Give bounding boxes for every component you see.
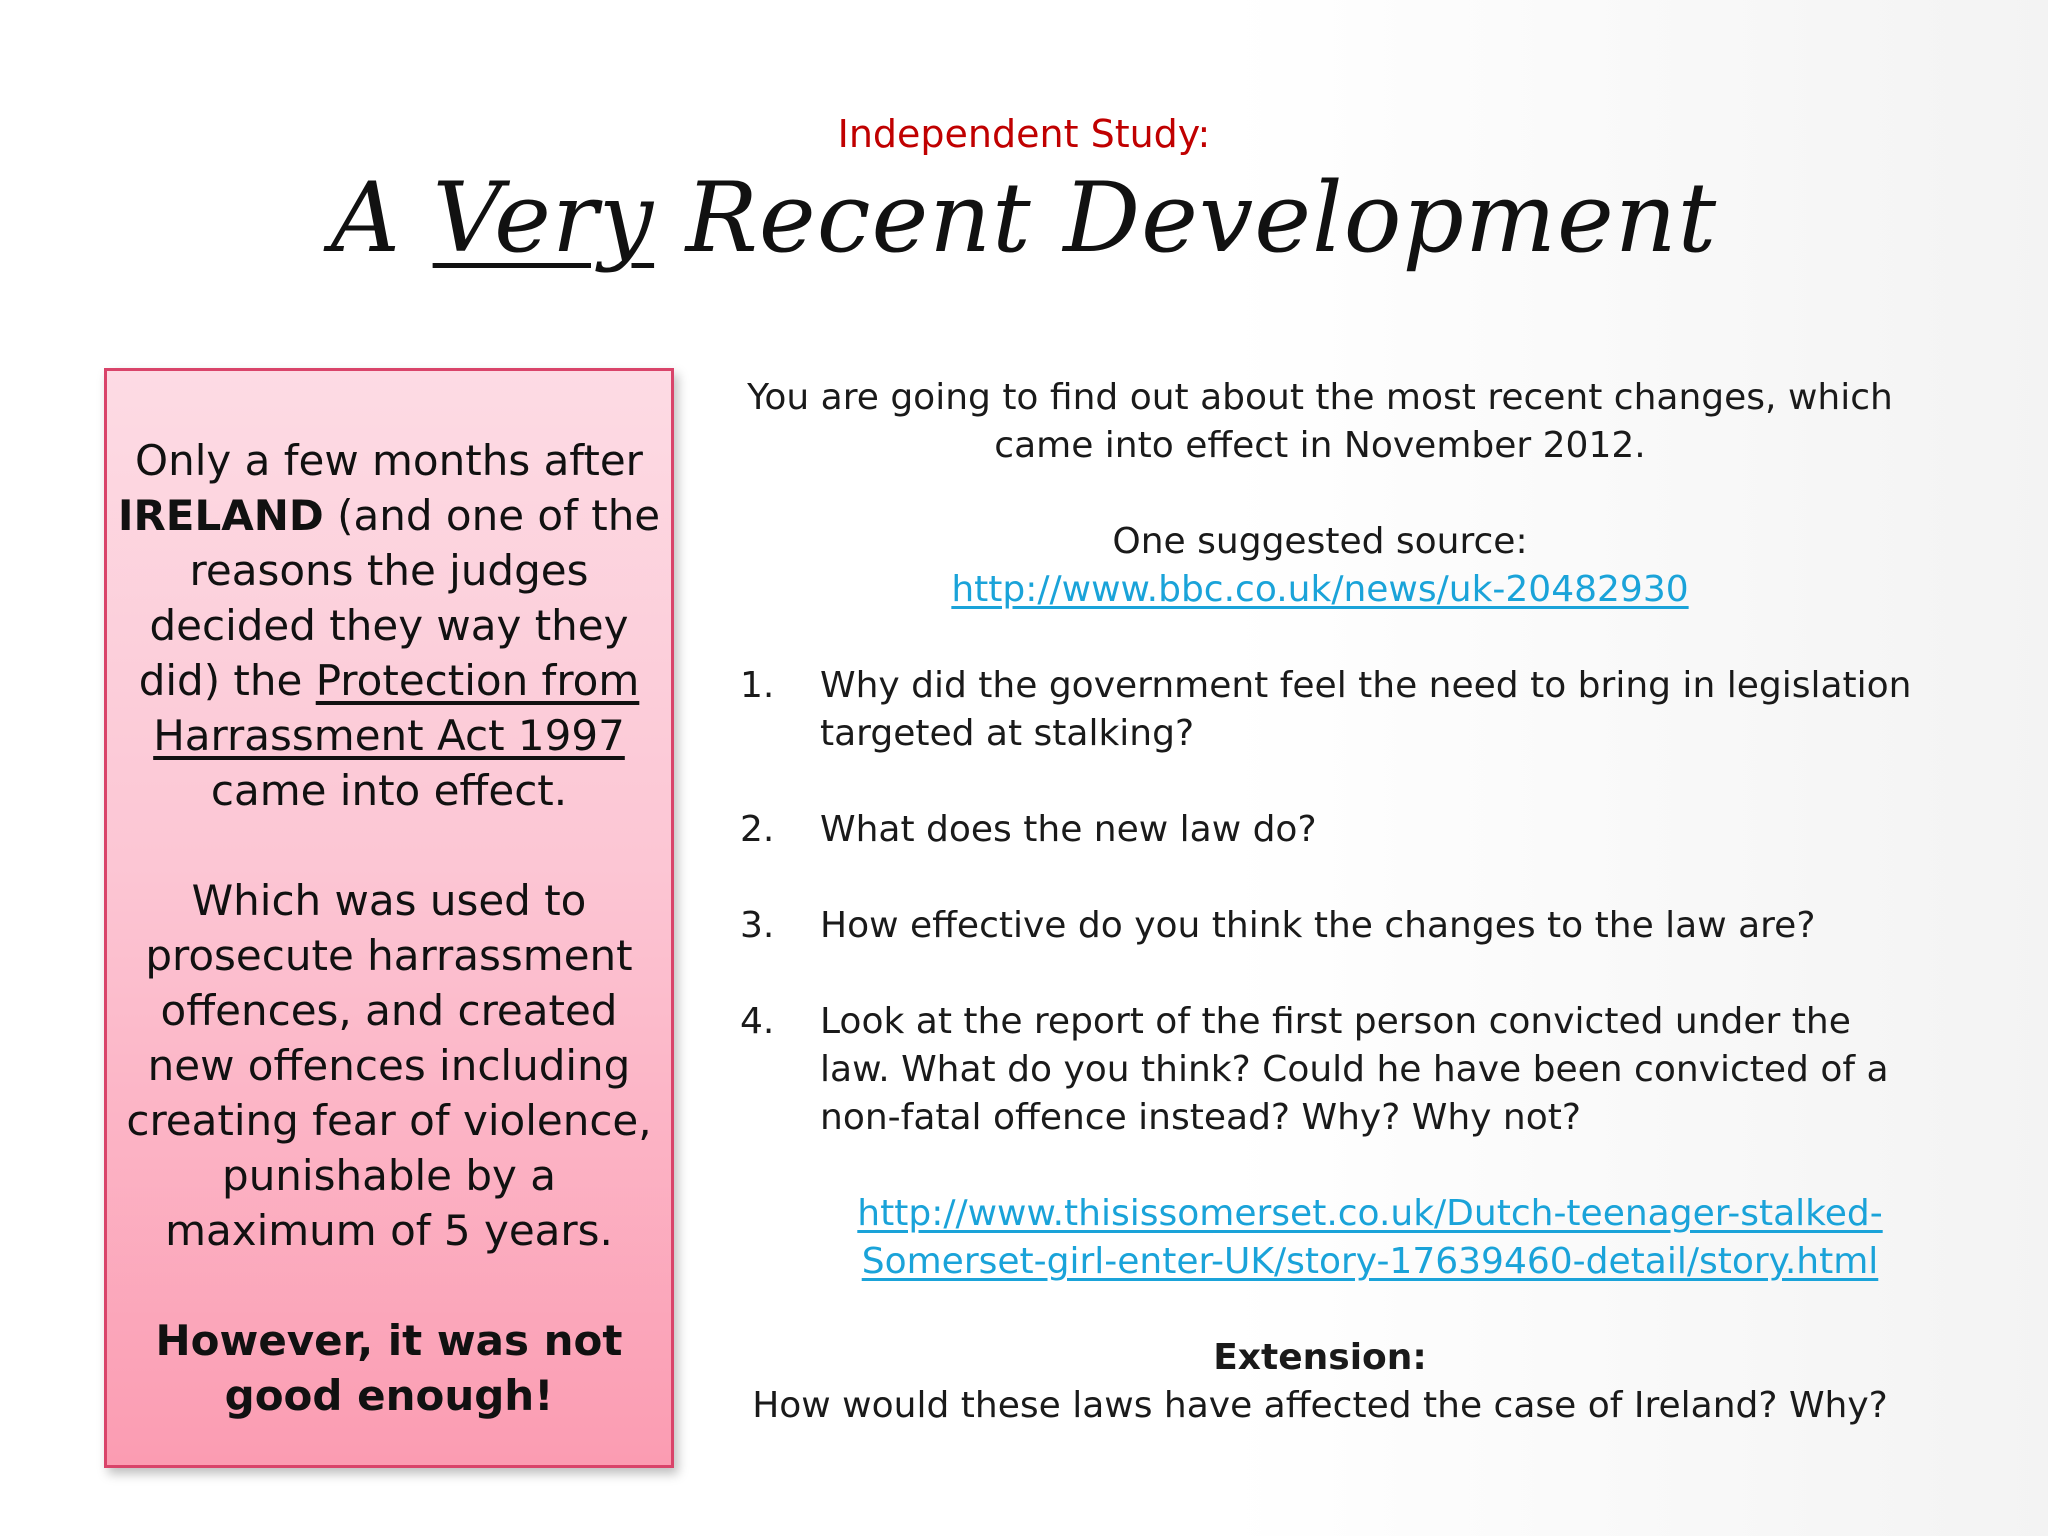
- report-link-container: [720, 1190, 1890, 1286]
- slide-subtitle: Independent Study:: [837, 112, 1211, 156]
- context-box: [104, 368, 674, 1468]
- question-list: [720, 662, 1920, 1142]
- task-intro: You are going to find out about the most recent changes, which came into effect in November 2012.: [747, 377, 1893, 466]
- context-conclusion: However, it was not good enough!: [155, 1316, 623, 1420]
- question-number: 2.: [740, 809, 775, 850]
- question-text: Look at the report of the first person convicted under the law. What do you think? Could he have been convicted of a non-fatal offence instead? Why? Why not?: [820, 1001, 1889, 1138]
- extension-title: Extension:: [1213, 1337, 1427, 1378]
- extension-question: How would these laws have affected the case of Ireland? Why?: [752, 1385, 1888, 1426]
- bbc-news-link[interactable]: http://www.bbc.co.uk/news/uk-20482930: [951, 569, 1689, 610]
- question-number: 1.: [740, 665, 775, 706]
- question-number: 4.: [740, 1001, 775, 1042]
- news-report-link[interactable]: http://www.thisissomerset.co.uk/Dutch-teenager-stalked-Somerset-girl-enter-UK/story-17639460-detail/story.html: [857, 1193, 1883, 1282]
- question-text: What does the new law do?: [820, 809, 1317, 850]
- task-column: [720, 374, 1920, 1430]
- source-label: One suggested source:: [1112, 521, 1528, 562]
- question-item: [720, 902, 1920, 950]
- case-name: IRELAND: [117, 491, 324, 540]
- context-paragraph-1: Only a few months after IRELAND (and one of the reasons the judges decided they way they did) the Protection from Harrassment Act 1997 came into effect.: [117, 436, 661, 815]
- question-number: 3.: [740, 905, 775, 946]
- question-item: [720, 662, 1920, 758]
- act-name: Protection from Harrassment Act 1997: [153, 656, 640, 760]
- context-paragraph-2: Which was used to prosecute harrassment offences, and created new offences including creating fear of violence, punishable by a maximum of 5 years.: [126, 876, 652, 1255]
- suggested-source: [720, 518, 1920, 614]
- question-item: [720, 806, 1920, 854]
- slide-title: [0, 160, 2048, 276]
- question-text: How effective do you think the changes to the law are?: [820, 905, 1816, 946]
- question-text: Why did the government feel the need to bring in legislation targeted at stalking?: [820, 665, 1912, 754]
- title-part-2: Recent Development: [654, 162, 1718, 274]
- title-underlined-word: Very: [432, 162, 655, 274]
- title-part-1: A: [330, 162, 433, 274]
- extension-task: [720, 1334, 1920, 1430]
- question-item: [720, 998, 1920, 1142]
